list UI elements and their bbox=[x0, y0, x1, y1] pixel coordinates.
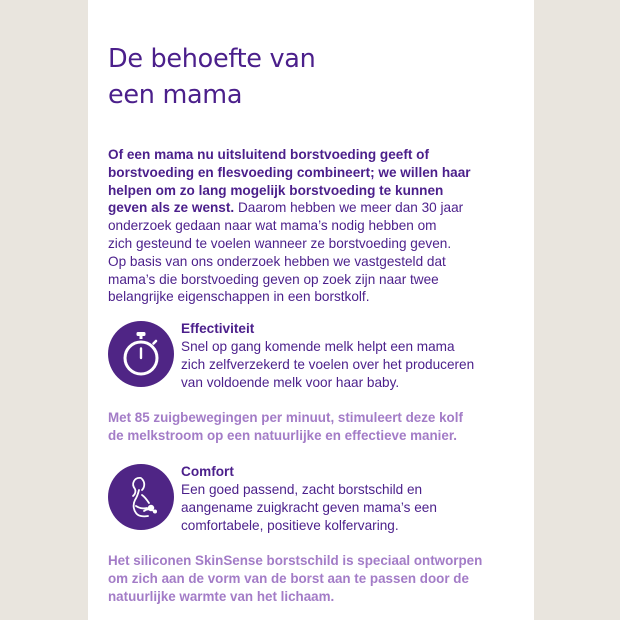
intro-regular-text: mama’s die borstvoeding geven op zoek zijn naar twee bbox=[108, 271, 439, 287]
intro-line bbox=[108, 235, 524, 253]
feature-text-effectiviteit bbox=[181, 338, 521, 392]
feature-text-comfort bbox=[181, 481, 521, 535]
page-title-line: De behoefte van bbox=[108, 44, 316, 74]
intro-line bbox=[108, 164, 524, 182]
feature-text-line: Een goed passend, zacht borstschild en bbox=[181, 482, 423, 497]
highlight-line: Met 85 zuigbewegingen per minuut, stimuleert deze kolf bbox=[108, 410, 463, 425]
highlight-line: Het siliconen SkinSense borstschild is speciaal ontworpen bbox=[108, 553, 483, 568]
feature-text-line: van voldoende melk voor haar baby. bbox=[181, 375, 400, 390]
intro-bold-text: Of een mama nu uitsluitend borstvoeding geeft of bbox=[108, 147, 429, 162]
intro-bold-text: geven als ze wenst. bbox=[108, 200, 235, 216]
feature-text-line: comfortabele, positieve kolfervaring. bbox=[181, 518, 399, 533]
intro-regular-text: Op basis van ons onderzoek hebben we vastgesteld dat bbox=[108, 253, 446, 269]
intro-line bbox=[108, 146, 524, 164]
document-panel bbox=[88, 0, 534, 620]
intro-line bbox=[108, 199, 524, 217]
page-title-line: een mama bbox=[108, 80, 243, 110]
page-title bbox=[108, 41, 508, 113]
feature-text-line: zich zelfverzekerd te voelen over het produceren bbox=[181, 357, 475, 372]
intro-bold-text: helpen om zo lang mogelijk borstvoeding te kunnen bbox=[108, 182, 444, 198]
intro-regular-text: belangrijke eigenschappen in een borstkolf. bbox=[108, 289, 370, 305]
feature-title-effectiviteit: Effectiviteit bbox=[181, 321, 255, 336]
intro-line bbox=[108, 271, 524, 289]
intro-line bbox=[108, 182, 524, 200]
stopwatch-icon bbox=[108, 321, 174, 387]
intro-line bbox=[108, 217, 524, 235]
intro-regular-text: zich gesteund te voelen wanneer ze borstvoeding geven. bbox=[108, 235, 452, 251]
highlight-line: om zich aan de vorm van de borst aan te passen door de bbox=[108, 571, 469, 586]
feature-text-line: Snel op gang komende melk helpt een mama bbox=[181, 339, 455, 354]
highlight-effectiviteit bbox=[108, 409, 528, 445]
intro-regular-text: onderzoek gedaan naar wat mama’s nodig hebben om bbox=[108, 218, 437, 234]
intro-regular-text: Daarom hebben we meer dan 30 jaar bbox=[234, 200, 464, 216]
highlight-comfort bbox=[108, 552, 528, 606]
intro-line bbox=[108, 288, 524, 306]
highlight-line: natuurlijke warmte van het lichaam. bbox=[108, 589, 335, 604]
intro-bold-text: borstvoeding en flesvoeding combineert; we willen haar bbox=[108, 164, 471, 180]
intro-line bbox=[108, 253, 524, 271]
intro-paragraph bbox=[108, 146, 524, 306]
highlight-line: de melkstroom op een natuurlijke en effectieve manier. bbox=[108, 428, 458, 443]
feature-text-line: aangename zuigkracht geven mama’s een bbox=[181, 500, 437, 515]
breastfeeding-mother-icon bbox=[108, 464, 174, 530]
feature-title-comfort: Comfort bbox=[181, 464, 234, 479]
